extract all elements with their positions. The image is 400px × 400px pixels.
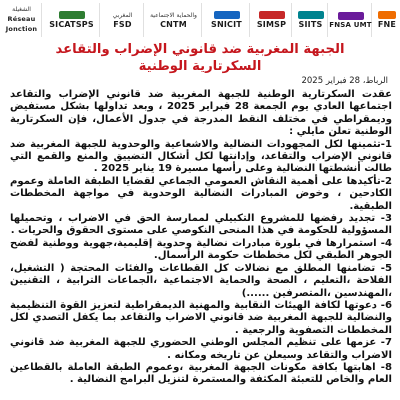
logo-snicit bbox=[204, 3, 250, 37]
logo-reseau-jonction bbox=[2, 3, 42, 37]
document-title bbox=[10, 42, 390, 75]
logo-name: SICATSPS bbox=[49, 20, 94, 29]
logo-tagline: المغربي bbox=[112, 11, 133, 19]
logo-fsd bbox=[102, 3, 144, 37]
statement-item: 1-تثمينها لكل المجهودات النضالية والاشعاعية والوحدوية للجبهة المغربية ضد قانوني الإضراب والتقاعد، وإدانتها لكل أشكال التضييق والمنع والقمع التي طالت أنشطتها النضالية وعلى رأسها مسيرة 19 يناير 2025 . bbox=[10, 138, 392, 175]
statement-item: 8- اهابتها بكافة مكونات الجبهة المغربية ،وعموم الطبقة العاملة بالقطاعين العام والخاص للتعبئة المكثفة والمستمرة لتنزيل البرامج النضالية . bbox=[10, 361, 392, 386]
logo-name: FNSA UMT bbox=[329, 20, 372, 29]
logo-name: Réseau Jonction bbox=[5, 15, 38, 33]
logo-name: FSD bbox=[113, 19, 132, 29]
statement-item: 6- دعوتها لكافة الهيئات النقابية والمهنية الديمقراطية لتعزيز القوة التنظيمية والنضالية للجبهة المغربية ضد قانوني الاضراب والتقاعد بما يكفل التصدي لكل المخططات التصفوية والرجعية . bbox=[10, 299, 392, 336]
logo-fnsa-umt bbox=[330, 3, 372, 37]
logo-tagline: الشغيلة bbox=[12, 6, 31, 13]
document-body bbox=[10, 89, 392, 387]
logo-name: SIITS bbox=[298, 20, 323, 29]
title-line-1: الجبهة المغربية ضد قانوني الإضراب والتقاعد bbox=[55, 42, 345, 57]
header-logo-bar bbox=[0, 0, 400, 40]
intro-paragraph: عقدت السكرتارية الوطنية للجبهة المغربية ضد قانوني الإضراب والتقاعد اجتماعها العادي يوم الجمعة 28 فبراير 2025 ، وبعد تداولها بشكل مستفيض وديمقراطي في مختلف النقط المدرجة في جدول الأعمال، فإن السكرتارية الوطنية تعلن مايلي : bbox=[10, 89, 392, 138]
union-emblem-icon bbox=[59, 11, 85, 19]
logo-cntm bbox=[146, 3, 202, 37]
statement-item: 2-تأكيدها على أهمية النقاش العمومي الجماعي لقضايا الطبقة العاملة وعموم الكادحين ، وخوض المبادرات النضالية الوحدوية في مواجهة المخططات الطبقية. bbox=[10, 175, 392, 212]
union-emblem-icon bbox=[338, 12, 364, 20]
title-line-2: السكرتارية الوطنية bbox=[138, 58, 262, 74]
document-date: الرباط، 28 فبراير 2025 bbox=[301, 76, 388, 86]
logo-simsp bbox=[252, 3, 292, 37]
logo-sicatsps bbox=[44, 3, 100, 37]
logo-tagline: والحماية الاجتماعية bbox=[150, 11, 197, 19]
logo-name: CNTM bbox=[160, 19, 187, 29]
logo-name: SNICIT bbox=[211, 20, 242, 29]
logo-name: SIMSP bbox=[256, 20, 287, 29]
union-emblem-icon bbox=[298, 11, 324, 19]
statement-item: 3- تجديد رفضها للمشروع التكبيلي لممارسة الحق في الاضراب ، وتحميلها المسؤولية للحكومة في هذا المنحى النكوصي على مستوى الحقوق والحريات . bbox=[10, 213, 392, 237]
statement-item: 7- عزمها على تنظيم المجلس الوطني الحضوري للجبهة المغربية ضد قانوني الاضراب والتقاعد وسيعلن عن تاريخه ومكانه . bbox=[10, 337, 392, 361]
logo-name: FNE bbox=[377, 20, 397, 29]
union-emblem-icon bbox=[214, 11, 240, 19]
union-emblem-icon bbox=[378, 11, 396, 19]
statement-item: 5- تضامنها المطلق مع نضالات كل القطاعات والفئات المحتجة ( التشغيل، الفلاحة ،التعليم ، الصحة والحماية الاجتماعية ،الجماعات الترابية ، التقنيين ،المهندسين ،المتصرفين ......) bbox=[10, 262, 392, 299]
statement-item: 4- استمرارها في بلورة مبادرات نضالية وحدوية إقليمية،جهوية ووطنية لفضح الجوهر الطبقي لكل مخططات حكومة الرأسمال. bbox=[10, 237, 392, 262]
logo-siits bbox=[294, 3, 328, 37]
logo-fne bbox=[374, 3, 400, 37]
union-emblem-icon bbox=[259, 11, 285, 19]
